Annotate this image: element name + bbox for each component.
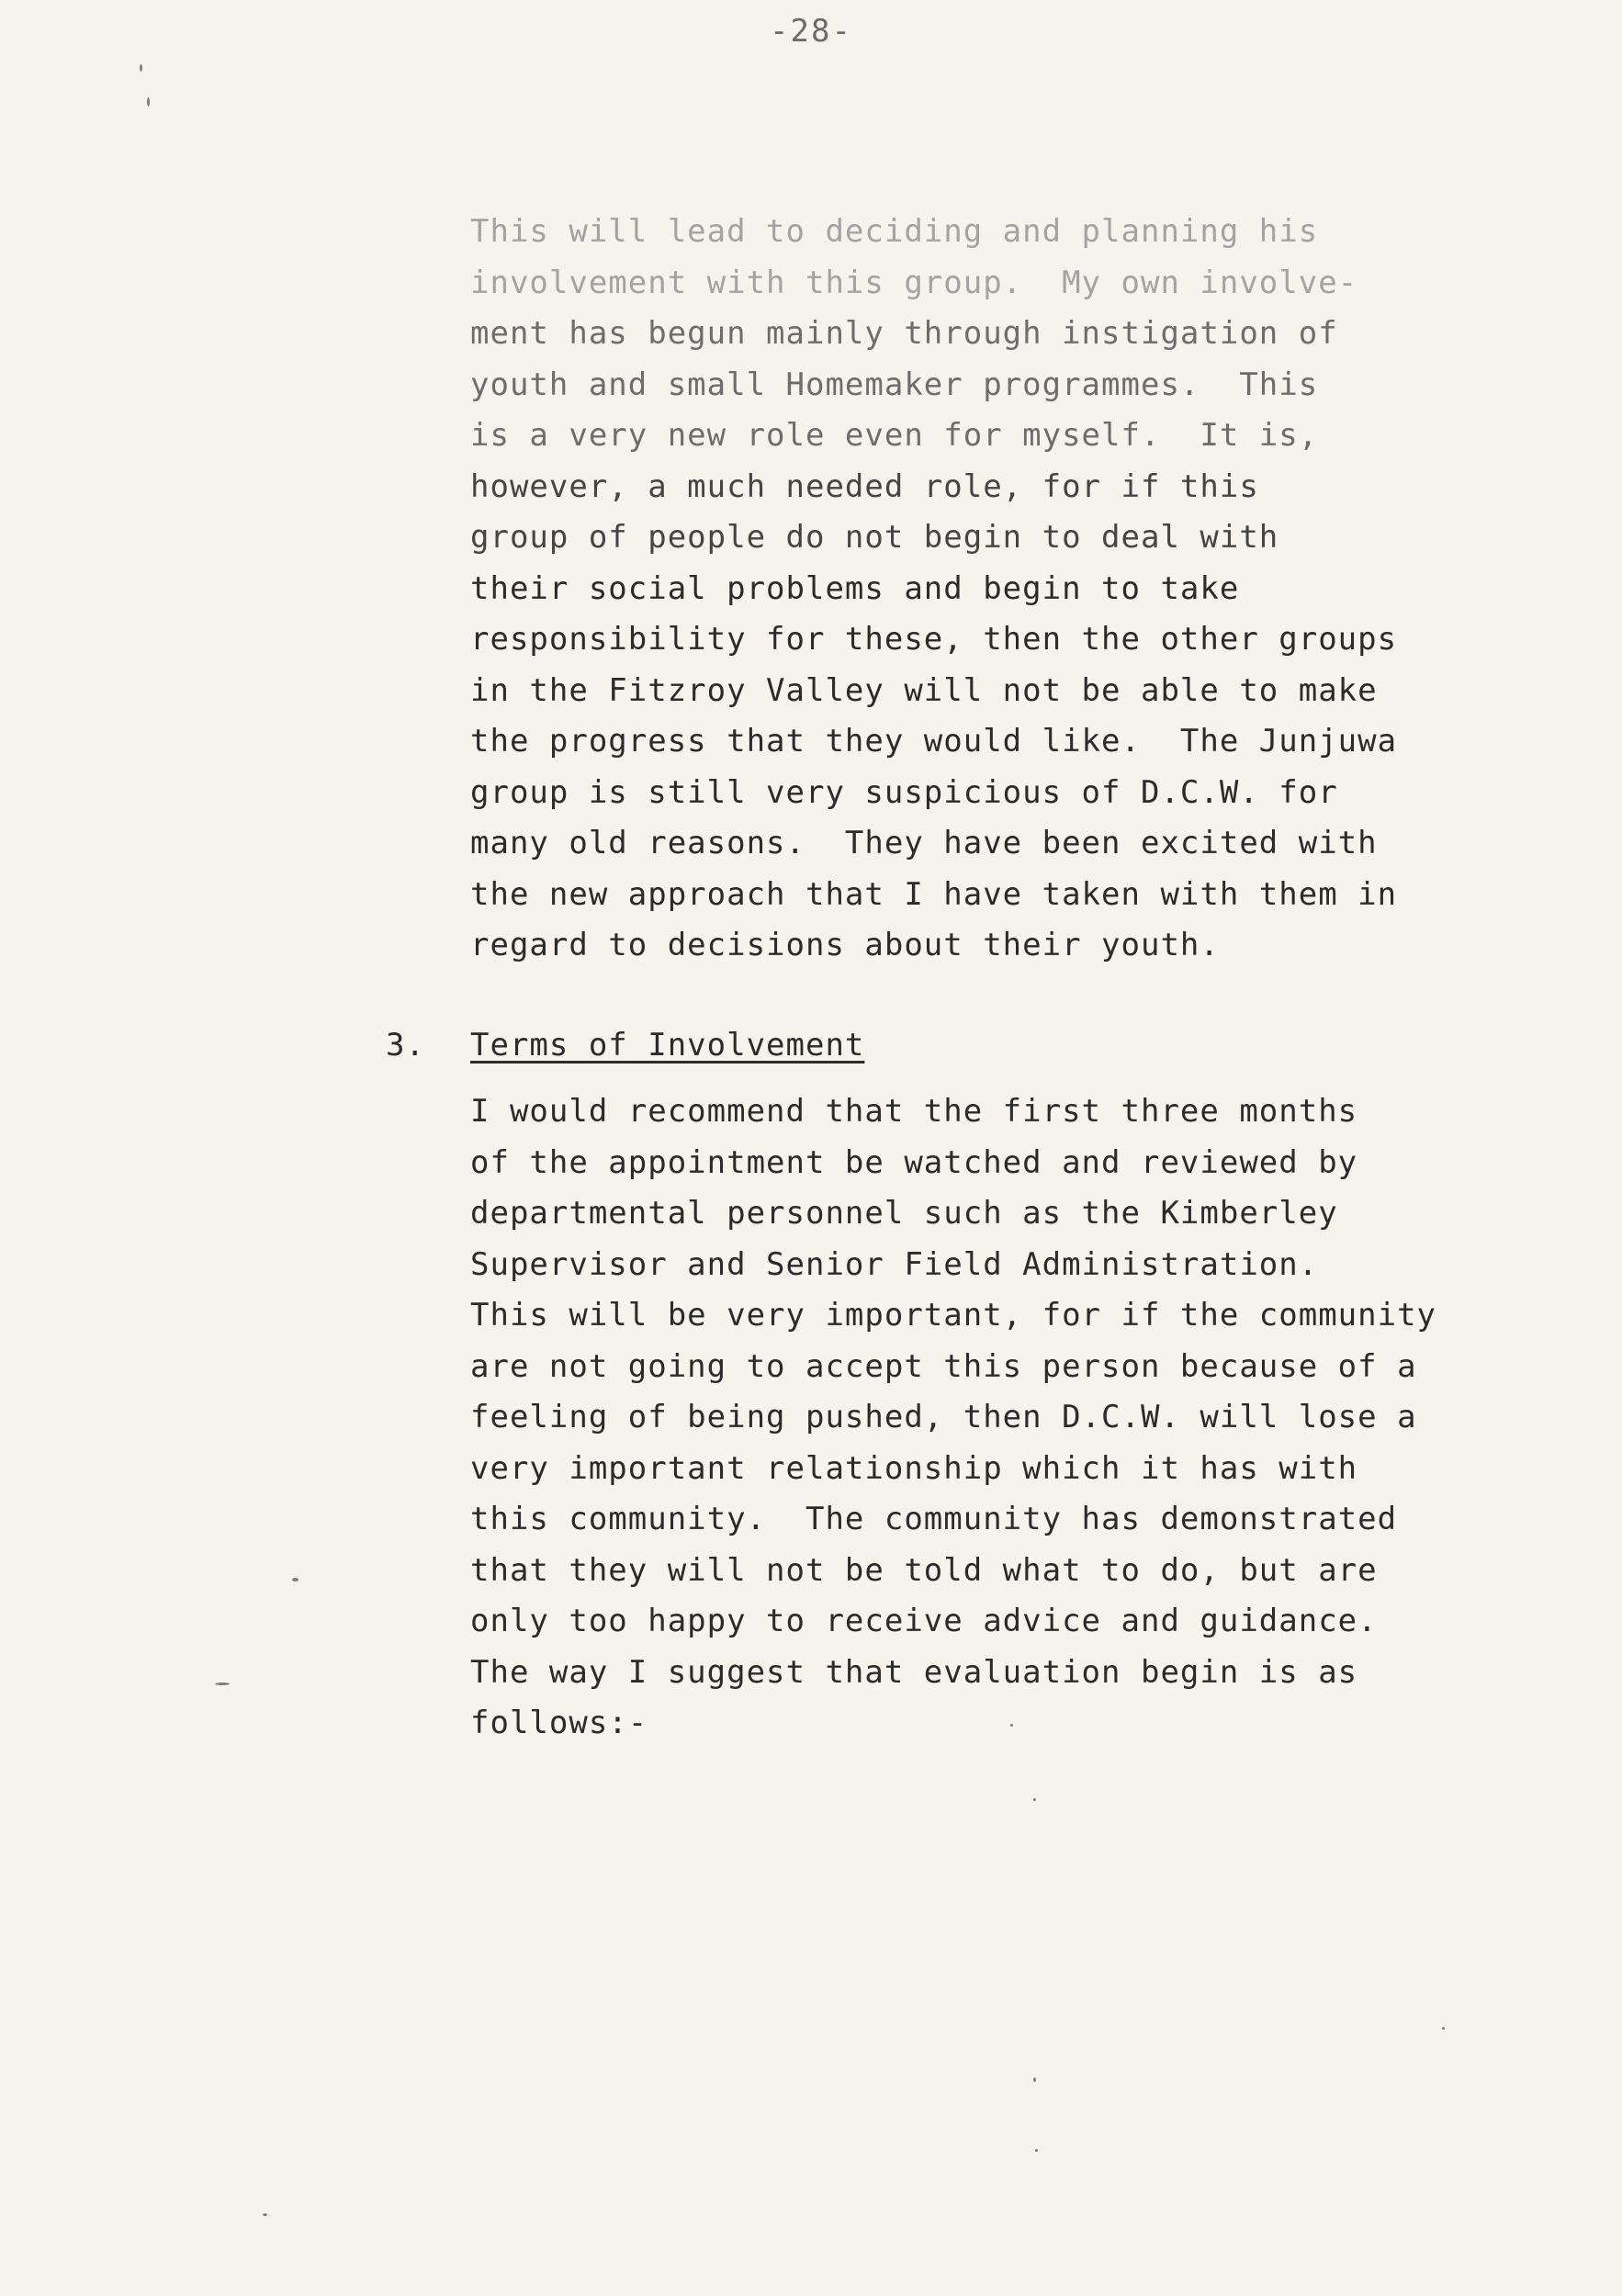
text-line: youth and small Homemaker programmes. This — [470, 366, 1319, 403]
scan-speck — [1010, 1724, 1013, 1727]
text-line: ment has begun mainly through instigation of — [470, 315, 1338, 352]
text-line: departmental personnel such as the Kimberley — [470, 1195, 1338, 1232]
scan-speck — [1033, 1798, 1036, 1801]
scan-speck — [1442, 2027, 1445, 2030]
text-line: involvement with this group. My own involve- — [470, 264, 1358, 301]
text-line: many old reasons. They have been excited with — [470, 825, 1378, 861]
scan-speck — [147, 97, 150, 107]
text-line: of the appointment be watched and reviewed by — [470, 1143, 1358, 1181]
text-line: group is still very suspicious of D.C.W. for — [470, 773, 1338, 811]
scan-speck — [140, 64, 142, 72]
text-line: group of people do not begin to deal with — [470, 519, 1279, 556]
text-line: only too happy to receive advice and guidance. — [470, 1603, 1378, 1639]
text-line: the new approach that I have taken with them in — [470, 875, 1398, 913]
text-line: this community. The community has demonstrated — [470, 1501, 1398, 1537]
scan-speck — [292, 1578, 298, 1581]
section-number: 3. — [386, 1027, 425, 1064]
page-number: -28- — [770, 13, 852, 50]
text-line: that they will not be told what to do, but are — [470, 1551, 1378, 1589]
text-line: in the Fitzroy Valley will not be able to make — [470, 671, 1378, 709]
text-line: is a very new role even for myself. It is, — [470, 417, 1319, 454]
text-line: Supervisor and Senior Field Administration. — [470, 1245, 1319, 1283]
text-line: The way I suggest that evaluation begin is as — [470, 1653, 1358, 1691]
text-line: the progress that they would like. The Junjuwa — [470, 723, 1398, 760]
section-title: Terms of Involvement — [470, 1027, 865, 1064]
text-line: This will lead to deciding and planning his — [470, 213, 1319, 250]
text-line: follows:- — [470, 1705, 648, 1741]
text-line: I would recommend that the first three months — [470, 1093, 1358, 1130]
scan-speck — [1035, 2149, 1038, 2152]
paragraph-continuation — [470, 207, 1526, 972]
text-line: responsibility for these, then the other groups — [470, 621, 1398, 658]
scan-speck — [263, 2213, 267, 2216]
text-line: very important relationship which it has with — [470, 1449, 1358, 1487]
text-line: This will be very important, for if the community — [470, 1297, 1437, 1334]
text-line: however, a much needed role, for if this — [470, 467, 1259, 505]
text-line: their social problems and begin to take — [470, 569, 1240, 607]
scan-speck — [215, 1683, 230, 1685]
scan-speck — [1033, 2077, 1036, 2082]
section-body — [470, 1086, 1526, 1750]
text-line: regard to decisions about their youth. — [470, 927, 1220, 963]
text-line: are not going to accept this person because of a — [470, 1347, 1417, 1385]
text-line: feeling of being pushed, then D.C.W. will lose a — [470, 1399, 1417, 1435]
section-heading — [386, 1019, 1488, 1071]
